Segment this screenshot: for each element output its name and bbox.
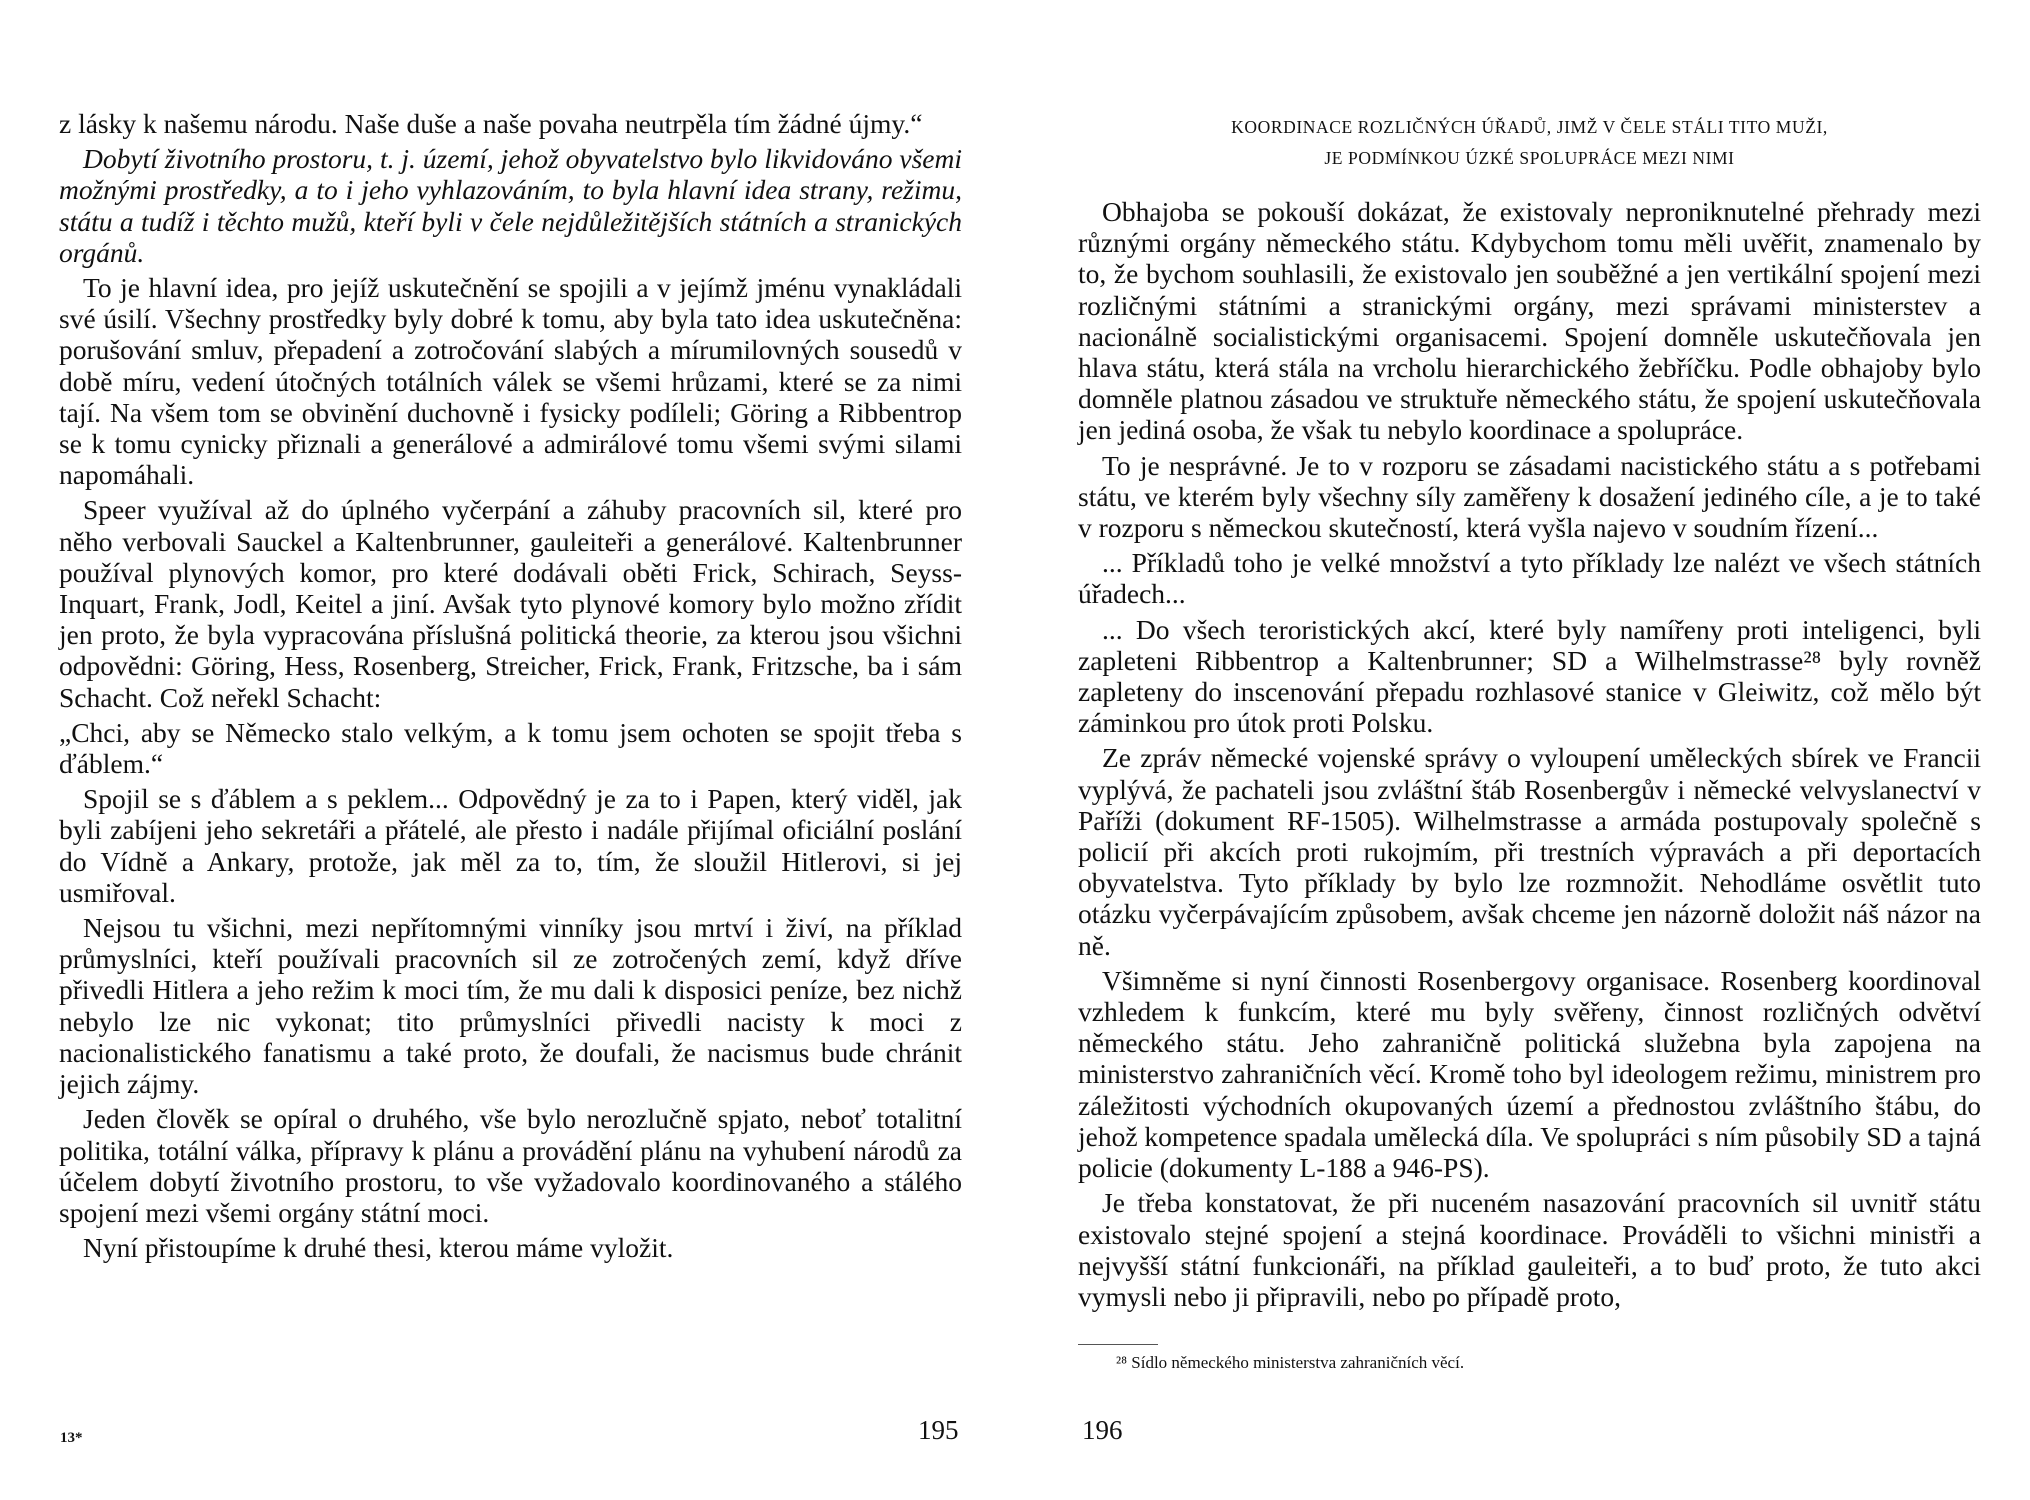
paragraph: Ze zpráv německé vojenské správy o vyloupení uměleckých sbírek ve Francii vyplývá, že pachateli jsou zvláštní štáb Rosenbergův i německé velvyslanectví v Paříži (dokument RF-1505). Wilhelmstrasse a armáda postupovaly společně s policií při akcích proti rukojmím, při trestních výpravách a při deportacích obyvatelstva. Tyto příklady by bylo lze rozmnožit. Nehodláme osvětlit tuto otázku vyčerpávajícím způsobem, avšak chceme jen názorně doložit náš názor na ně. <box>1078 742 1981 961</box>
left-page-body <box>59 108 962 1267</box>
right-page-body <box>1078 196 1981 1316</box>
paragraph: Nejsou tu všichni, mezi nepřítomnými vinníky jsou mrtví i živí, na příklad průmyslníci, kteří používali pracovních sil ze zotročených zemí, když dříve přivedli Hitlera a jeho režim k moci tím, že mu dali k disposici peníze, bez nichž nebylo lze nic vykonat; tito průmyslníci přivedli nacisty k moci z nacionalistického fanatismu a také proto, že doufali, že nacismus bude chránit jejich zájmy. <box>59 912 962 1100</box>
paragraph: Spojil se s ďáblem a s peklem... Odpovědný je za to i Papen, který viděl, jak byli zabíjeni jeho sekretáři a přátelé, ale přesto i nadále přijímal oficiální poslání do Vídně a Ankary, protože, jak měl za to, tím, že sloužil Hitlerovi, si jej usmiřoval. <box>59 783 962 908</box>
signature-mark: 13* <box>60 1430 83 1446</box>
running-head-line: KOORDINACE ROZLIČNÝCH ÚŘADŮ, JIMŽ V ČELE STÁLI TITO MUŽI, <box>1231 117 1828 137</box>
paragraph: ... Příkladů toho je velké množství a tyto příklady lze nalézt ve všech státních úřadech... <box>1078 547 1981 610</box>
footnote: ²⁸ Sídlo německého ministerstva zahraničních věcí. <box>1116 1353 1465 1372</box>
paragraph: Jeden člověk se opíral o druhého, vše bylo nerozlučně spjato, neboť totalitní politika, totální válka, přípravy k plánu a provádění plánu na vyhubení národů za účelem dobytí životního prostoru, to vše vyžadovalo koordinovaného a stálého spojení mezi všemi orgány státní moci. <box>59 1103 962 1228</box>
right-page <box>1015 0 2030 1500</box>
paragraph: Všimněme si nyní činnosti Rosenbergovy organisace. Rosenberg koordinoval vzhledem k funkcím, které mu byly svěřeny, činnost rozličných odvětví německého státu. Jeho zahraničně politická služebna byla zapojena na ministerstvo zahraničních věcí. Kromě toho byl ideologem režimu, ministrem pro záležitosti východních okupovaných území a přednostou zvláštního štábu, do jehož kompetence spadala umělecká díla. Ve spolupráci s ním působily SD a tajná policie (dokumenty L-188 a 946-PS). <box>1078 964 1981 1184</box>
page-number: 195 <box>918 1415 959 1445</box>
paragraph: Speer využíval až do úplného vyčerpání a záhuby pracovních sil, které pro něho verbovali Sauckel a Kaltenbrunner, gauleiteři a generálové. Kaltenbrunner používal plynových komor, pro které dodávali oběti Frick, Schirach, Seyss-Inquart, Frank, Jodl, Keitel a jiní. Avšak tyto plynové komory bylo možno zřídit jen proto, že byla vypracována příslušná politická theorie, za kterou jsou všichni odpovědni: Göring, Hess, Rosenberg, Streicher, Frick, Frank, Fritzsche, ba i sám Schacht. Což neřekl Schacht: <box>59 494 962 713</box>
footnote-rule <box>1078 1344 1158 1345</box>
paragraph: Obhajoba se pokouší dokázat, že existovaly neproniknutelné přehrady mezi různými orgány německého státu. Kdybychom tomu měli uvěřit, znamenalo by to, že bychom souhlasili, že existovalo jen souběžné a jen vertikální spojení mezi rozličnými státními a stranickými orgány, mezi správami ministerstev a nacionálně socialistickými organisacemi. Spojení domněle uskutečňovala jen hlava státu, která stála na vrcholu hierarchického žebříčku. Podle obhajoby bylo domněle platnou zásadou ve struktuře německého státu, že spojení uskutečňovala jen jediná osoba, že však tu nebylo koordinace a spolupráce. <box>1078 196 1981 446</box>
paragraph: Je třeba konstatovat, že při nuceném nasazování pracovních sil uvnitř státu existovalo stejné spojení a stejná koordinace. Prováděli to všichni ministři a nejvyšší státní funkcionáři, na příklad gauleiteři, a to buď proto, že tuto akci vymysli nebo ji připravili, nebo po případě proto, <box>1078 1187 1981 1312</box>
running-head-line: JE PODMÍNKOU ÚZKÉ SPOLUPRÁCE MEZI NIMI <box>1324 148 1735 168</box>
page-number: 196 <box>1082 1415 1123 1445</box>
paragraph: To je hlavní idea, pro jejíž uskutečnění se spojili a v jejímž jménu vynakládali své úsilí. Všechny prostředky byly dobré k tomu, aby byla tato idea uskutečněna: porušování smluv, přepadení a zotročování slabých a mírumilovných sousedů v době míru, vedení útočných totálních válek se všemi hrůzami, které se za nimi tají. Na všem tom se obvinění duchovně i fysicky podíleli; Göring a Ribbentrop se k tomu cynicky přiznali a generálové a admirálové tomu všemi svými silami napomáhali. <box>59 272 962 491</box>
paragraph: z lásky k našemu národu. Naše duše a naše povaha neutrpěla tím žádné újmy.“ <box>59 108 923 139</box>
quote-paragraph: „Chci, aby se Německo stalo velkým, a k tomu jsem ochoten se spojit třeba s ďáblem.“ <box>59 716 962 780</box>
running-head <box>1078 112 1981 174</box>
italic-paragraph: Dobytí životního prostoru, t. j. území, jehož obyvatelstvo bylo likvidováno všemi možnými prostředky, a to i jeho vyhlazováním, to byla hlavní idea strany, režimu, státu a tudíž i těchto mužů, kteří byli v čele nejdůležitějších státních a stranických orgánů. <box>59 143 962 268</box>
paragraph: ... Do všech teroristických akcí, které byly namířeny proti inteligenci, byli zapleteni Ribbentrop a Kaltenbrunner; SD a Wilhelmstrasse²⁸ byly rovněž zapleteny do inscenování přepadu rozhlasové stanice v Gleiwitz, což mělo být záminkou pro útok proti Polsku. <box>1078 613 1981 739</box>
paragraph: Nyní přistoupíme k druhé thesi, kterou máme vyložit. <box>83 1232 674 1264</box>
paragraph: To je nesprávné. Je to v rozporu se zásadami nacistického státu a s potřebami státu, ve kterém byly všechny síly zaměřeny k dosažení jediného cíle, a je to také v rozporu s německou skutečností, která vyšla najevo v soudním řízení... <box>1078 449 1981 544</box>
